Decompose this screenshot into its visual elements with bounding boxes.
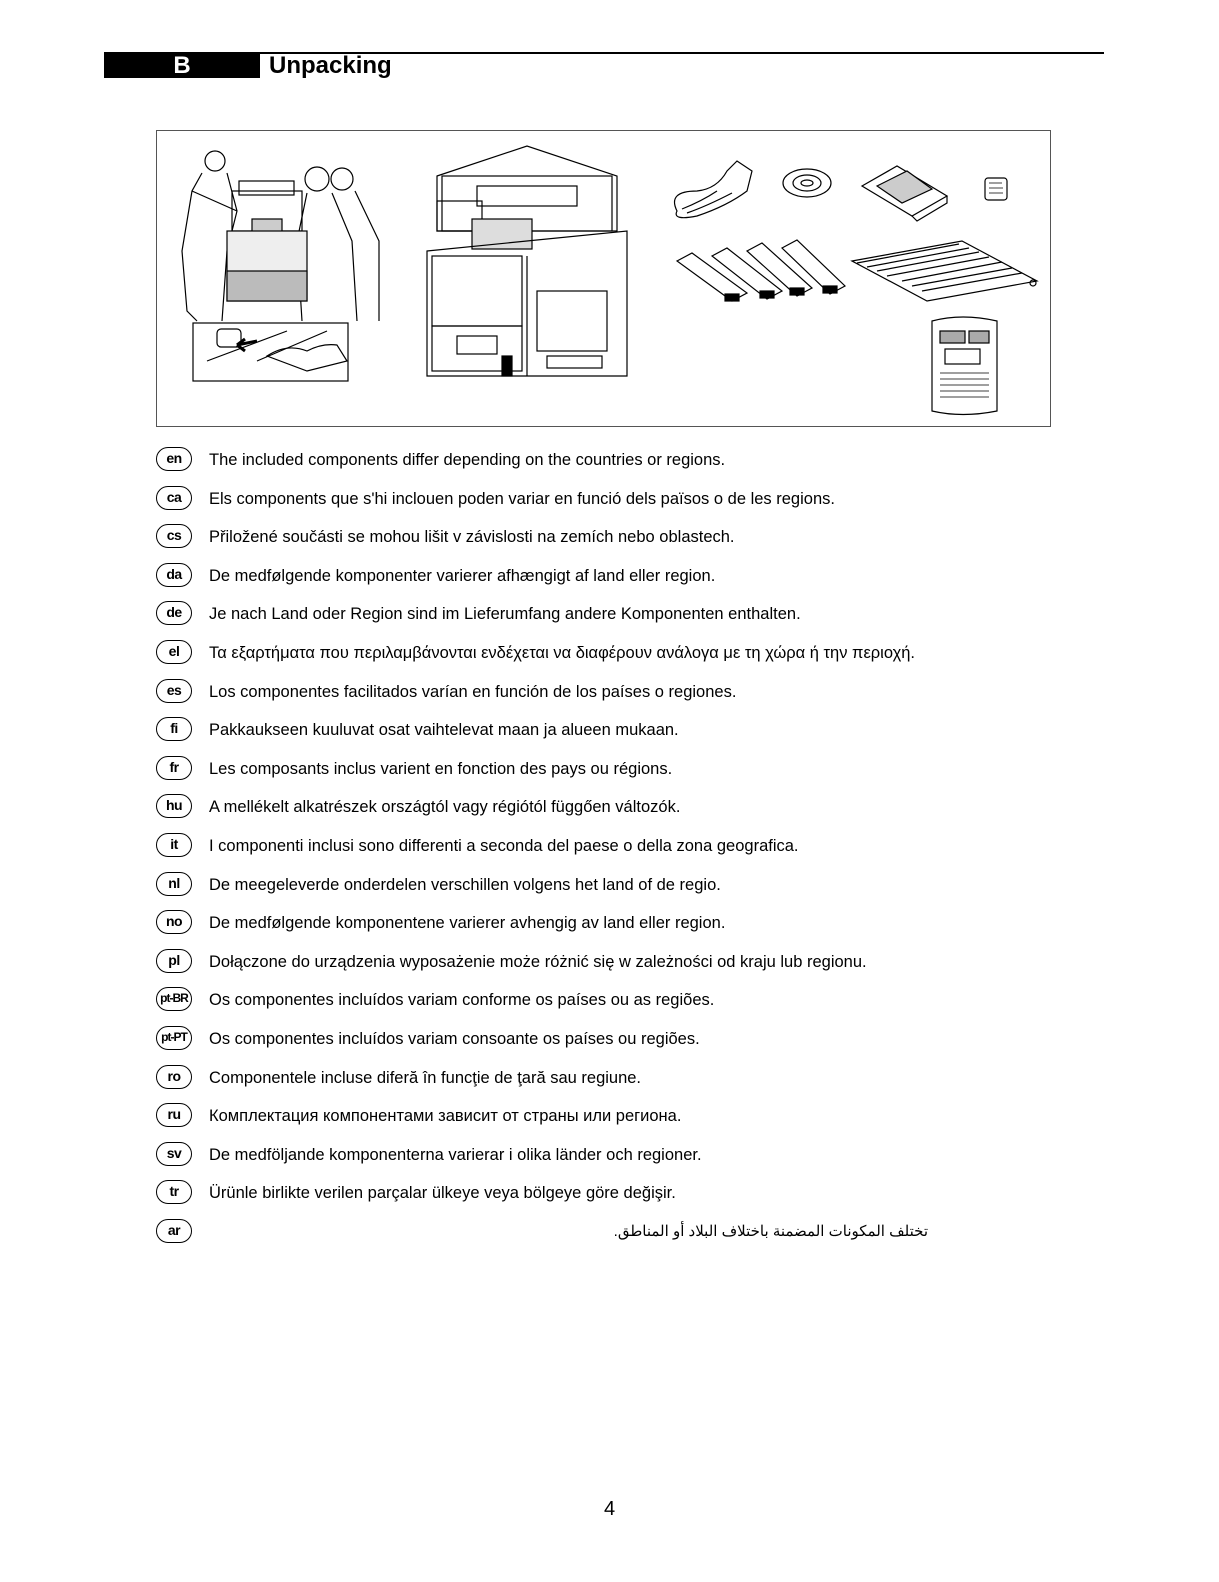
document-bag-icon [862, 166, 947, 221]
language-badge: ar [156, 1219, 192, 1243]
lifting-people-icon [182, 151, 379, 381]
language-badge: de [156, 601, 192, 625]
language-badge: tr [156, 1180, 192, 1204]
cd-icon [783, 169, 831, 197]
label-sticker-icon [985, 178, 1007, 200]
language-badge: fi [156, 717, 192, 741]
list-item [156, 872, 1056, 898]
list-item [156, 640, 1056, 666]
language-text: Los componentes facilitados varían en función de los países o regiones. [209, 682, 737, 701]
list-item [156, 1103, 1056, 1129]
language-badge: no [156, 910, 192, 934]
language-text: Os componentes incluídos variam consoante os países ou regiões. [209, 1030, 700, 1048]
list-item [156, 486, 1056, 512]
language-badge: pt-BR [156, 987, 192, 1011]
output-tray-icon [852, 241, 1037, 301]
language-badge: ca [156, 486, 192, 510]
page-title: Unpacking [269, 52, 392, 79]
page-number: 4 [603, 1498, 616, 1520]
list-item [156, 1142, 1056, 1168]
unpacking-illustration [156, 130, 1051, 427]
language-text: I componenti inclusi sono differenti a seconda del paese o della zona geografica. [209, 837, 799, 855]
language-text: Je nach Land oder Region sind im Lieferumfang andere Komponenten enthalten. [209, 605, 801, 624]
language-badge: fr [156, 756, 192, 780]
language-text: Комплектация компонентами зависит от страны или региона. [209, 1107, 682, 1126]
language-text: تختلف المكونات المضمنة باختلاف البلاد أو المناطق. [613, 1223, 928, 1240]
language-badge: pl [156, 949, 192, 973]
language-text: De medfølgende komponenter varierer afhængigt af land eller region. [209, 566, 716, 585]
language-text: Componentele incluse diferă în funcţie de ţară sau regiune. [209, 1068, 642, 1087]
language-badge: ro [156, 1065, 192, 1089]
power-cord-icon [675, 161, 753, 218]
section-letter-box [104, 54, 260, 78]
list-item [156, 756, 1056, 782]
list-item [156, 949, 1056, 975]
list-item [156, 524, 1056, 550]
language-badge: el [156, 640, 192, 664]
language-badge: hu [156, 794, 192, 818]
instruction-sheet-icon [932, 317, 997, 415]
toner-cartridges-icon [677, 240, 845, 301]
section-header [104, 50, 1104, 80]
language-text: Ürünle birlikte verilen parçalar ülkeye veya bölgeye göre değişir. [209, 1184, 676, 1203]
language-text: Os componentes incluídos variam conforme os países ou as regiões. [209, 991, 715, 1010]
list-item [156, 679, 1056, 705]
section-letter: B [173, 52, 191, 79]
language-badge: pt-PT [156, 1026, 192, 1050]
language-text: De medföljande komponenterna varierar i olika länder och regioner. [209, 1145, 702, 1164]
list-item [156, 1180, 1056, 1206]
language-badge: cs [156, 524, 192, 548]
language-text: De meegeleverde onderdelen verschillen volgens het land of de regio. [209, 875, 721, 894]
list-item [156, 1219, 1056, 1245]
list-item [156, 1065, 1056, 1091]
language-text: Přiložené součásti se mohou lišit v závislosti na zemích nebo oblastech. [209, 528, 735, 547]
list-item [156, 717, 1056, 743]
language-badge: da [156, 563, 192, 587]
list-item [156, 563, 1056, 589]
list-item [156, 910, 1056, 936]
language-text: Dołączone do urządzenia wyposażenie może różnić się w zależności od kraju lub regionu. [209, 952, 867, 971]
language-badge: nl [156, 872, 192, 896]
list-item [156, 987, 1056, 1013]
language-text: Pakkaukseen kuuluvat osat vaihtelevat maan ja alueen mukaan. [209, 721, 679, 740]
language-badge: it [156, 833, 192, 857]
language-text: Els components que s'hi inclouen poden variar en funció dels països o de les regions. [209, 489, 835, 508]
list-item [156, 601, 1056, 627]
language-badge: en [156, 447, 192, 471]
language-text: A mellékelt alkatrészek országtól vagy régiótól függően változók. [209, 798, 681, 817]
list-item [156, 833, 1056, 859]
list-item [156, 1026, 1056, 1052]
language-text: De medfølgende komponentene varierer avhengig av land eller region. [209, 914, 726, 933]
language-text: The included components differ depending on the countries or regions. [209, 451, 726, 469]
language-text: Les composants inclus varient en fonction des pays ou régions. [209, 759, 673, 778]
language-badge: sv [156, 1142, 192, 1166]
list-item [156, 794, 1056, 820]
language-text: Τα εξαρτήματα που περιλαμβάνονται ενδέχεται να διαφέρουν ανάλογα με τη χώρα ή την περιοχή. [209, 644, 916, 662]
language-badge: es [156, 679, 192, 703]
list-item [156, 447, 1056, 473]
language-badge: ru [156, 1103, 192, 1127]
mfp-printer-icon [427, 146, 627, 376]
